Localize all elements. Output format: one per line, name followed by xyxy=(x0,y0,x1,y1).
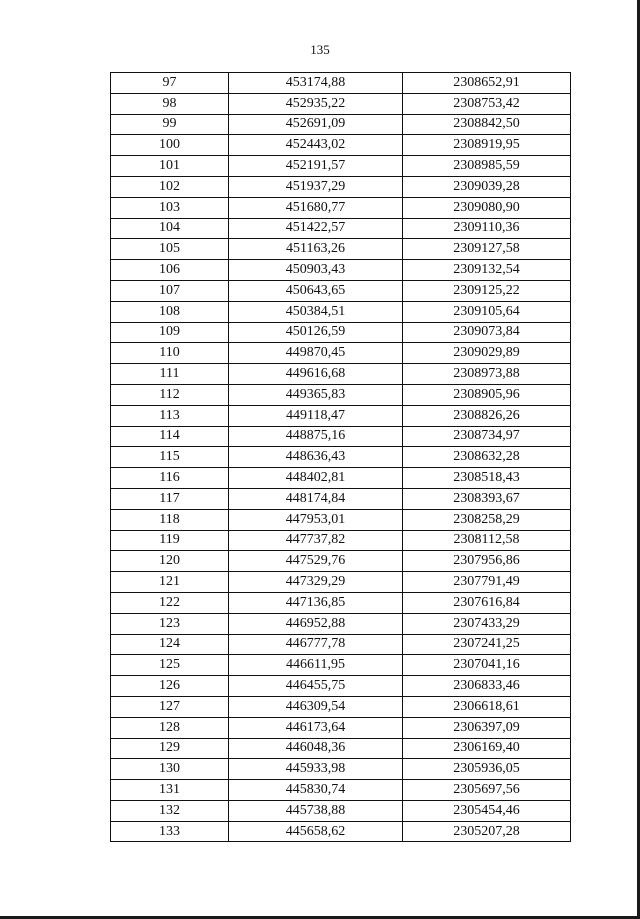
point-number-cell: 115 xyxy=(111,447,229,468)
point-number-cell: 104 xyxy=(111,218,229,239)
x-coordinate-cell: 445658,62 xyxy=(229,821,403,842)
y-coordinate-cell: 2305454,46 xyxy=(403,800,571,821)
point-number-cell: 103 xyxy=(111,197,229,218)
x-coordinate-cell: 446455,75 xyxy=(229,676,403,697)
y-coordinate-cell: 2307433,29 xyxy=(403,613,571,634)
y-coordinate-cell: 2308985,59 xyxy=(403,156,571,177)
y-coordinate-cell: 2309127,58 xyxy=(403,239,571,260)
table-row xyxy=(111,676,571,697)
y-coordinate-cell: 2308652,91 xyxy=(403,73,571,94)
table-row xyxy=(111,301,571,322)
point-number-cell: 102 xyxy=(111,176,229,197)
y-coordinate-cell: 2306833,46 xyxy=(403,676,571,697)
point-number-cell: 129 xyxy=(111,738,229,759)
y-coordinate-cell: 2309039,28 xyxy=(403,176,571,197)
table-row xyxy=(111,426,571,447)
y-coordinate-cell: 2305936,05 xyxy=(403,759,571,780)
x-coordinate-cell: 446048,36 xyxy=(229,738,403,759)
point-number-cell: 113 xyxy=(111,405,229,426)
x-coordinate-cell: 450643,65 xyxy=(229,280,403,301)
point-number-cell: 128 xyxy=(111,717,229,738)
x-coordinate-cell: 450903,43 xyxy=(229,260,403,281)
y-coordinate-cell: 2308393,67 xyxy=(403,488,571,509)
point-number-cell: 111 xyxy=(111,364,229,385)
x-coordinate-cell: 449118,47 xyxy=(229,405,403,426)
table-row xyxy=(111,343,571,364)
x-coordinate-cell: 446777,78 xyxy=(229,634,403,655)
point-number-cell: 116 xyxy=(111,468,229,489)
x-coordinate-cell: 450126,59 xyxy=(229,322,403,343)
y-coordinate-cell: 2309073,84 xyxy=(403,322,571,343)
x-coordinate-cell: 447136,85 xyxy=(229,592,403,613)
table-row xyxy=(111,592,571,613)
table-row xyxy=(111,218,571,239)
page-number: 135 xyxy=(310,42,330,57)
y-coordinate-cell: 2308632,28 xyxy=(403,447,571,468)
table-row xyxy=(111,114,571,135)
x-coordinate-cell: 447329,29 xyxy=(229,572,403,593)
x-coordinate-cell: 452691,09 xyxy=(229,114,403,135)
x-coordinate-cell: 447529,76 xyxy=(229,551,403,572)
y-coordinate-cell: 2308842,50 xyxy=(403,114,571,135)
point-number-cell: 100 xyxy=(111,135,229,156)
point-number-cell: 97 xyxy=(111,73,229,94)
x-coordinate-cell: 451680,77 xyxy=(229,197,403,218)
y-coordinate-cell: 2305697,56 xyxy=(403,780,571,801)
table-row xyxy=(111,260,571,281)
x-coordinate-cell: 452935,22 xyxy=(229,93,403,114)
point-number-cell: 125 xyxy=(111,655,229,676)
point-number-cell: 109 xyxy=(111,322,229,343)
y-coordinate-cell: 2309110,36 xyxy=(403,218,571,239)
point-number-cell: 117 xyxy=(111,488,229,509)
point-number-cell: 126 xyxy=(111,676,229,697)
table-row xyxy=(111,197,571,218)
point-number-cell: 122 xyxy=(111,592,229,613)
table-row xyxy=(111,364,571,385)
y-coordinate-cell: 2309029,89 xyxy=(403,343,571,364)
table-row xyxy=(111,322,571,343)
table-row xyxy=(111,634,571,655)
x-coordinate-cell: 453174,88 xyxy=(229,73,403,94)
y-coordinate-cell: 2308973,88 xyxy=(403,364,571,385)
point-number-cell: 130 xyxy=(111,759,229,780)
x-coordinate-cell: 451937,29 xyxy=(229,176,403,197)
y-coordinate-cell: 2306169,40 xyxy=(403,738,571,759)
point-number-cell: 98 xyxy=(111,93,229,114)
table-row xyxy=(111,759,571,780)
x-coordinate-cell: 448174,84 xyxy=(229,488,403,509)
table-row xyxy=(111,135,571,156)
x-coordinate-cell: 449870,45 xyxy=(229,343,403,364)
y-coordinate-cell: 2308518,43 xyxy=(403,468,571,489)
y-coordinate-cell: 2305207,28 xyxy=(403,821,571,842)
point-number-cell: 105 xyxy=(111,239,229,260)
coordinates-table xyxy=(110,72,571,842)
y-coordinate-cell: 2306397,09 xyxy=(403,717,571,738)
x-coordinate-cell: 449616,68 xyxy=(229,364,403,385)
point-number-cell: 118 xyxy=(111,509,229,530)
table-row xyxy=(111,509,571,530)
table-row xyxy=(111,176,571,197)
x-coordinate-cell: 448636,43 xyxy=(229,447,403,468)
x-coordinate-cell: 445933,98 xyxy=(229,759,403,780)
y-coordinate-cell: 2309132,54 xyxy=(403,260,571,281)
y-coordinate-cell: 2308734,97 xyxy=(403,426,571,447)
x-coordinate-cell: 446173,64 xyxy=(229,717,403,738)
table-row xyxy=(111,156,571,177)
y-coordinate-cell: 2308826,26 xyxy=(403,405,571,426)
table-row xyxy=(111,821,571,842)
table-row xyxy=(111,468,571,489)
table-row xyxy=(111,447,571,468)
point-number-cell: 107 xyxy=(111,280,229,301)
x-coordinate-cell: 452443,02 xyxy=(229,135,403,156)
y-coordinate-cell: 2308905,96 xyxy=(403,384,571,405)
y-coordinate-cell: 2307616,84 xyxy=(403,592,571,613)
table-row xyxy=(111,780,571,801)
point-number-cell: 112 xyxy=(111,384,229,405)
point-number-cell: 110 xyxy=(111,343,229,364)
point-number-cell: 106 xyxy=(111,260,229,281)
table-row xyxy=(111,551,571,572)
point-number-cell: 133 xyxy=(111,821,229,842)
y-coordinate-cell: 2307791,49 xyxy=(403,572,571,593)
y-coordinate-cell: 2307041,16 xyxy=(403,655,571,676)
table-row xyxy=(111,696,571,717)
y-coordinate-cell: 2307241,25 xyxy=(403,634,571,655)
x-coordinate-cell: 451163,26 xyxy=(229,239,403,260)
point-number-cell: 119 xyxy=(111,530,229,551)
point-number-cell: 132 xyxy=(111,800,229,821)
point-number-cell: 121 xyxy=(111,572,229,593)
x-coordinate-cell: 448875,16 xyxy=(229,426,403,447)
x-coordinate-cell: 446309,54 xyxy=(229,696,403,717)
y-coordinate-cell: 2308753,42 xyxy=(403,93,571,114)
y-coordinate-cell: 2306618,61 xyxy=(403,696,571,717)
x-coordinate-cell: 445830,74 xyxy=(229,780,403,801)
table-row xyxy=(111,613,571,634)
point-number-cell: 131 xyxy=(111,780,229,801)
table-row xyxy=(111,488,571,509)
table-row xyxy=(111,93,571,114)
point-number-cell: 108 xyxy=(111,301,229,322)
table-row xyxy=(111,405,571,426)
point-number-cell: 114 xyxy=(111,426,229,447)
x-coordinate-cell: 445738,88 xyxy=(229,800,403,821)
table-row xyxy=(111,572,571,593)
coordinates-table-body xyxy=(111,73,571,842)
table-row xyxy=(111,738,571,759)
point-number-cell: 99 xyxy=(111,114,229,135)
x-coordinate-cell: 446611,95 xyxy=(229,655,403,676)
point-number-cell: 124 xyxy=(111,634,229,655)
x-coordinate-cell: 449365,83 xyxy=(229,384,403,405)
x-coordinate-cell: 451422,57 xyxy=(229,218,403,239)
y-coordinate-cell: 2309105,64 xyxy=(403,301,571,322)
x-coordinate-cell: 446952,88 xyxy=(229,613,403,634)
table-row xyxy=(111,717,571,738)
y-coordinate-cell: 2307956,86 xyxy=(403,551,571,572)
x-coordinate-cell: 447737,82 xyxy=(229,530,403,551)
x-coordinate-cell: 447953,01 xyxy=(229,509,403,530)
point-number-cell: 123 xyxy=(111,613,229,634)
table-row xyxy=(111,280,571,301)
table-row xyxy=(111,73,571,94)
table-row xyxy=(111,655,571,676)
x-coordinate-cell: 450384,51 xyxy=(229,301,403,322)
y-coordinate-cell: 2308112,58 xyxy=(403,530,571,551)
x-coordinate-cell: 452191,57 xyxy=(229,156,403,177)
y-coordinate-cell: 2309080,90 xyxy=(403,197,571,218)
x-coordinate-cell: 448402,81 xyxy=(229,468,403,489)
y-coordinate-cell: 2308919,95 xyxy=(403,135,571,156)
point-number-cell: 120 xyxy=(111,551,229,572)
table-row xyxy=(111,239,571,260)
point-number-cell: 101 xyxy=(111,156,229,177)
point-number-cell: 127 xyxy=(111,696,229,717)
table-row xyxy=(111,384,571,405)
y-coordinate-cell: 2308258,29 xyxy=(403,509,571,530)
table-row xyxy=(111,530,571,551)
table-row xyxy=(111,800,571,821)
y-coordinate-cell: 2309125,22 xyxy=(403,280,571,301)
